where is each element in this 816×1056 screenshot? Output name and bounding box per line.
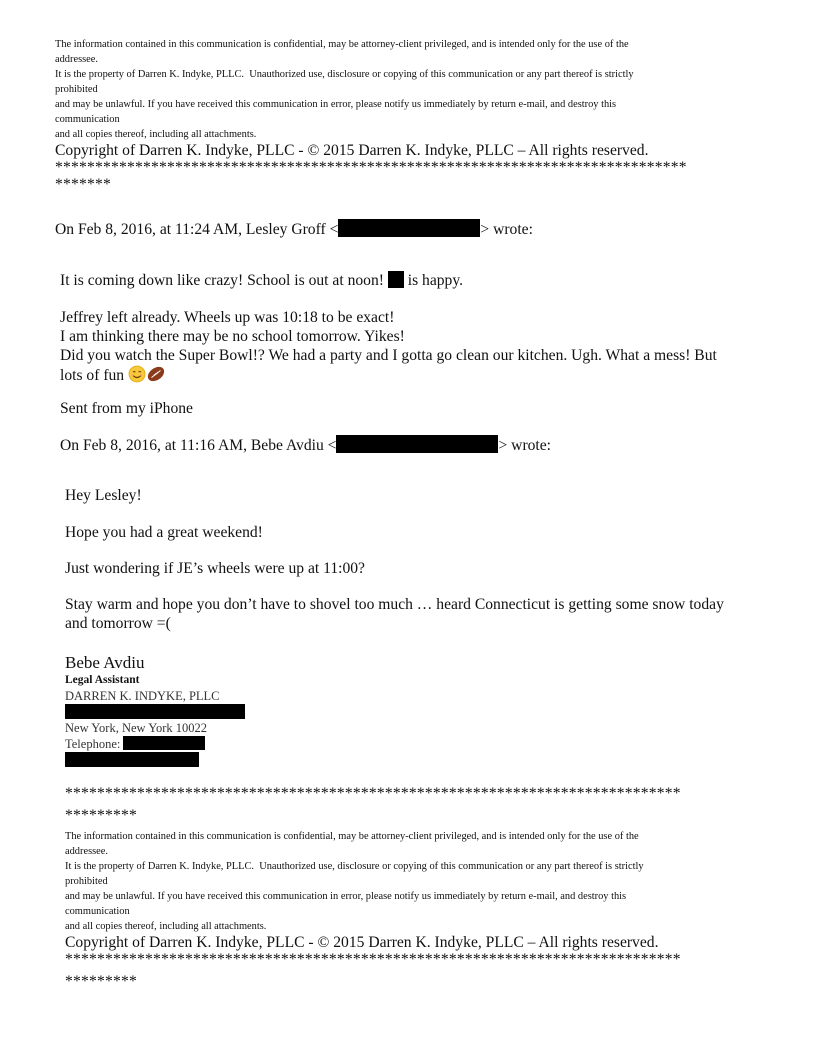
- header-text: On Feb 8, 2016, at 11:24 AM, Lesley Groff <: [55, 221, 339, 238]
- separator-stars: *********: [65, 807, 137, 824]
- copyright-line: Copyright of Darren K. Indyke, PLLC - © 2015 Darren K. Indyke, PLLC – All rights reserved.: [55, 142, 649, 159]
- redacted-name: [388, 271, 404, 288]
- separator-stars: *******************************************************************************: [55, 159, 687, 176]
- body-line: and tomorrow =(: [65, 615, 171, 632]
- body-line: Jeffrey left already. Wheels up was 10:18 to be exact!: [60, 309, 395, 326]
- redacted-email: [338, 219, 480, 237]
- body-text: lots of fun: [60, 367, 125, 384]
- telephone-label: Telephone:: [65, 737, 121, 751]
- redacted-email: [65, 752, 199, 767]
- reply2-body: [65, 486, 805, 505]
- signature-name: Bebe Avdiu: [65, 653, 145, 672]
- greeting: Hey Lesley!: [65, 487, 142, 504]
- body-line: Just wondering if JE’s wheels were up at 11:00?: [65, 560, 365, 577]
- copyright-line: Copyright of Darren K. Indyke, PLLC - © 2015 Darren K. Indyke, PLLC – All rights reserved.: [65, 934, 659, 951]
- bottom-disclaimer: [65, 785, 785, 990]
- disclaimer-line: It is the property of Darren K. Indyke, PLLC. Unauthorized use, disclosure or copying of this communication or any part thereof is strictly: [55, 69, 634, 80]
- body-line: Hope you had a great weekend!: [65, 524, 263, 541]
- disclaimer-line: addressee.: [55, 54, 98, 65]
- disclaimer-line: The information contained in this communication is confidential, may be attorney-client privileged, and is intended only for the use of the: [55, 39, 629, 50]
- separator-stars: *****************************************************************************: [65, 785, 681, 802]
- disclaimer-line: communication: [55, 114, 120, 125]
- body-line: Did you watch the Super Bowl!? We had a party and I gotta go clean our kitchen. Ugh. What a mess! But: [60, 347, 717, 364]
- reply2-line2: [65, 559, 805, 578]
- reply1-body: [60, 271, 800, 290]
- signature-firm: DARREN K. INDYKE, PLLC: [65, 689, 220, 703]
- disclaimer-line: prohibited: [55, 84, 98, 95]
- signoff: Sent from my iPhone: [60, 400, 193, 417]
- reply1-signoff: [60, 399, 800, 418]
- redacted-address: [65, 704, 245, 719]
- disclaimer-line: The information contained in this communication is confidential, may be attorney-client privileged, and is intended only for the use of the: [65, 831, 639, 842]
- signature-city: New York, New York 10022: [65, 721, 208, 735]
- signature-title: Legal Assistant: [65, 674, 140, 686]
- disclaimer-line: It is the property of Darren K. Indyke, PLLC. Unauthorized use, disclosure or copying of this communication or any part thereof is strictly: [65, 861, 644, 872]
- body-line: Stay warm and hope you don’t have to shovel too much … heard Connecticut is getting some snow today: [65, 596, 724, 613]
- smiling-face-icon: [128, 365, 146, 388]
- reply1-header: [55, 219, 795, 239]
- separator-stars: *******: [55, 176, 111, 193]
- disclaimer-line: and may be unlawful. If you have received this communication in error, please notify us immediately by return e-mail, and destroy this: [65, 891, 627, 902]
- disclaimer-line: and may be unlawful. If you have received this communication in error, please notify us immediately by return e-mail, and destroy this: [55, 99, 617, 110]
- reply1-body-2: [60, 308, 800, 388]
- redacted-telephone: [123, 736, 205, 750]
- top-disclaimer: [55, 37, 775, 193]
- disclaimer-line: and all copies thereof, including all attachments.: [65, 921, 267, 932]
- american-football-icon: [146, 365, 166, 388]
- disclaimer-line: prohibited: [65, 876, 108, 887]
- reply2-line3: [65, 595, 805, 633]
- disclaimer-line: addressee.: [65, 846, 108, 857]
- separator-stars: *****************************************************************************: [65, 951, 681, 968]
- redacted-email: [336, 435, 498, 453]
- reply2-header: [60, 435, 800, 455]
- header-text: > wrote:: [498, 437, 552, 454]
- signature-block: [65, 653, 465, 768]
- disclaimer-line: communication: [65, 906, 130, 917]
- body-line: I am thinking there may be no school tomorrow. Yikes!: [60, 328, 405, 345]
- header-text: > wrote:: [480, 221, 533, 238]
- body-text: is happy.: [403, 272, 464, 289]
- header-text: On Feb 8, 2016, at 11:16 AM, Bebe Avdiu <: [60, 437, 337, 454]
- body-text: It is coming down like crazy! School is out at noon!: [60, 272, 388, 289]
- signature-email-row: [65, 752, 465, 768]
- disclaimer-line: and all copies thereof, including all attachments.: [55, 129, 257, 140]
- separator-stars: *********: [65, 973, 137, 990]
- reply2-line1: [65, 523, 805, 542]
- signature-address-row: [65, 704, 465, 720]
